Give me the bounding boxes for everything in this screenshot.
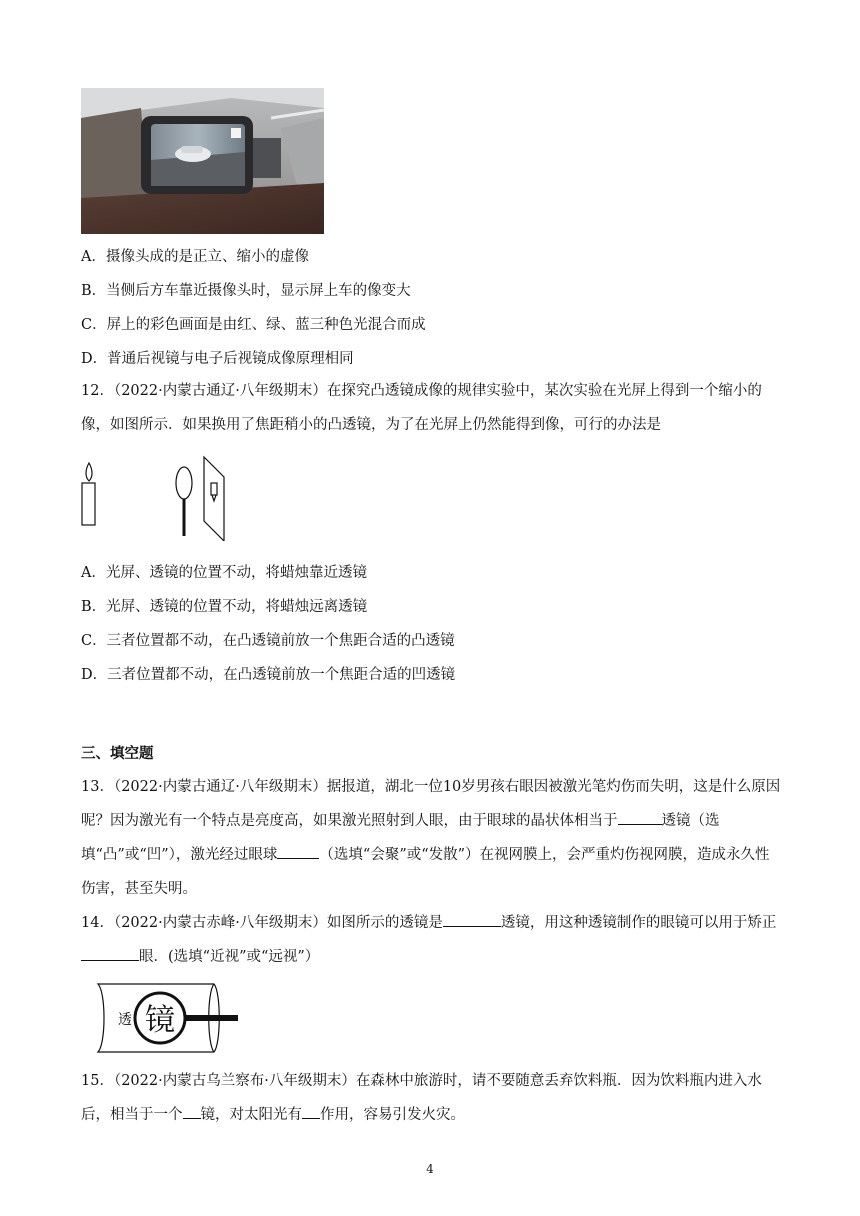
- q11-option-d: D．普通后视镜与电子后视镜成像原理相同: [81, 351, 354, 367]
- candle-icon: [82, 483, 95, 525]
- convex-lens-icon: [176, 467, 192, 499]
- q11-option-c: C．屏上的彩色画面是由红、绿、蓝三种色光混合而成: [81, 317, 426, 333]
- answer-blank: [618, 810, 662, 825]
- candle-lens-screen-figure: [80, 453, 240, 541]
- q14-text: 14．（2022·内蒙古赤峰·八年级期末）如图所示的透镜是 透镜，用这种透镜制作的眼镜可以用于矫正眼．(选填“近视”或“远视”）: [81, 906, 781, 974]
- strip-text-small: 透: [118, 1012, 132, 1028]
- q13-text: 13．（2022·内蒙古通辽·八年级期末）据报道，湖北一位10岁男孩右眼因被激光笔灼伤而失明，这是什么原因呢？因为激光有一个特点是亮度高，如果激光照射到人眼，由于眼球的晶状体相当于 透镜（选填“凸”或“凹”），激光经过眼球 （选填“会聚”或“发散”）在视网膜上，会严重灼伤视网膜，造成永久性伤害，甚至失明。: [81, 779, 781, 897]
- answer-blank: [183, 1104, 201, 1119]
- light-screen-icon: [204, 457, 224, 541]
- magnifier-figure: [88, 978, 240, 1056]
- magnified-text: 镜: [145, 1003, 175, 1038]
- q12-stem: 12．（2022·内蒙古通辽·八年级期末）在探究凸透镜成像的规律实验中，某次实验在光屏上得到一个缩小的像，如图所示．如果换用了焦距稍小的凸透镜，为了在光屏上仍然能得到像，可行的办法是: [81, 383, 762, 433]
- answer-blank: [443, 912, 501, 927]
- answer-blank: [302, 1104, 320, 1119]
- q12-option-b: B．光屏、透镜的位置不动，将蜡烛远离透镜: [81, 599, 368, 615]
- electronic-mirror-photo: [81, 88, 324, 234]
- section-title: 三、填空题: [81, 745, 154, 762]
- q11-option-b: B．当侧后方车靠近摄像头时，显示屏上车的像变大: [81, 283, 411, 299]
- q11-option-a: A．摄像头成的是正立、缩小的虚像: [81, 249, 309, 265]
- q15-text: 15．（2022·内蒙古乌兰察布·八年级期末）在森林中旅游时，请不要随意丢弃饮料瓶．因为饮料瓶内进入水后，相当于一个 镜，对太阳光有 作用，容易引发火灾。: [81, 1073, 762, 1123]
- page-number: 4: [426, 1162, 434, 1176]
- q12-option-c: C．三者位置都不动，在凸透镜前放一个焦距合适的凸透镜: [81, 633, 455, 649]
- q12-option-d: D．三者位置都不动，在凸透镜前放一个焦距合适的凹透镜: [81, 667, 456, 683]
- answer-blank: [81, 946, 139, 961]
- q12-option-a: A．光屏、透镜的位置不动，将蜡烛靠近透镜: [81, 565, 367, 581]
- candle-flame-icon: [86, 463, 92, 481]
- answer-blank: [277, 844, 319, 859]
